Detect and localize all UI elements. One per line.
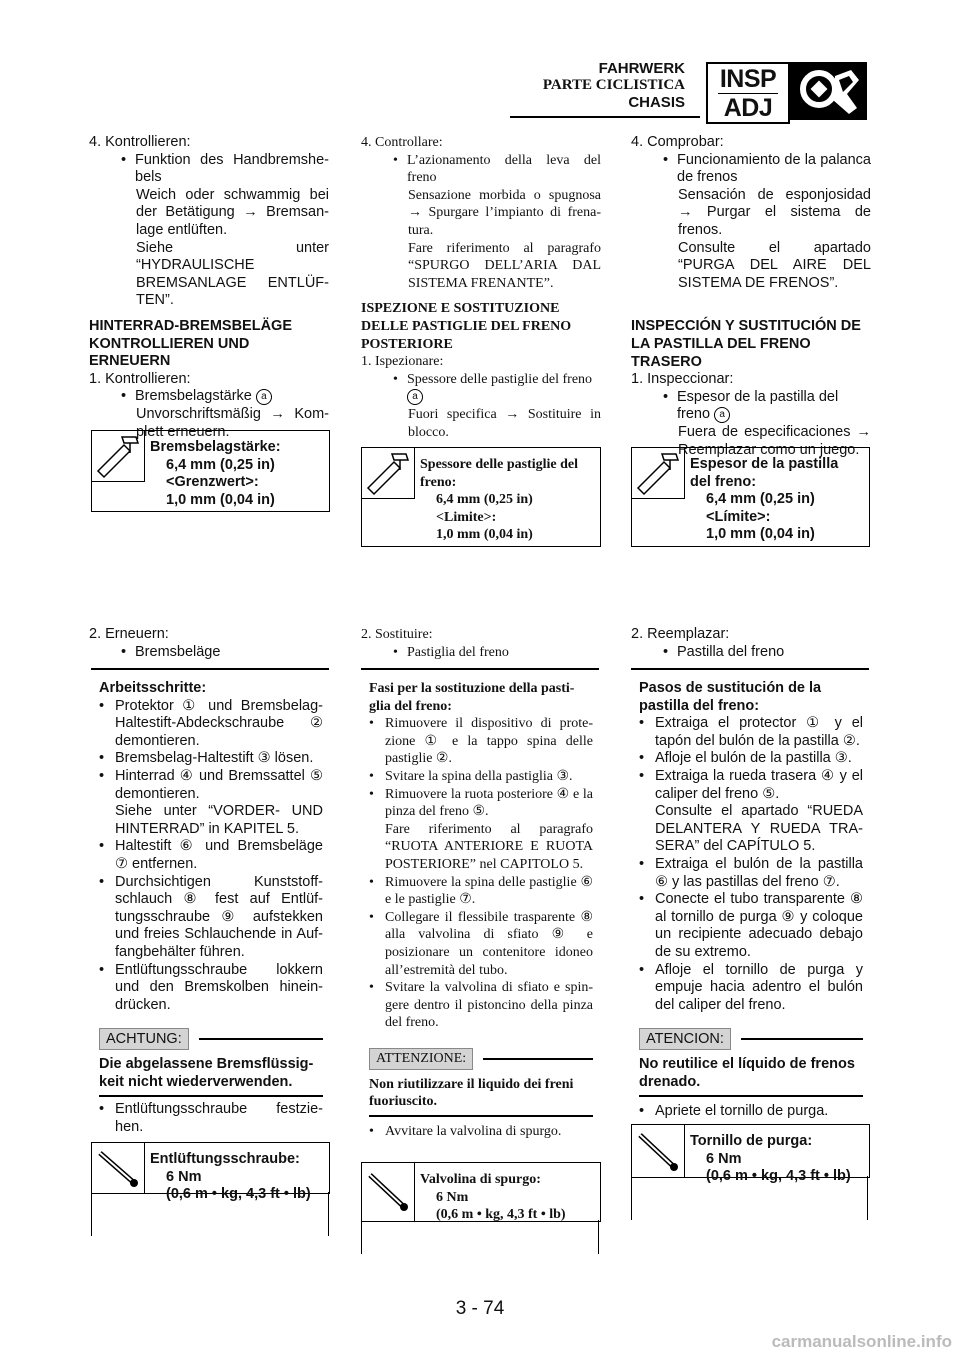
de-step-d: • Haltestift ⑥ und Bremsbeläge ⑦ entfernen. — [99, 838, 323, 873]
es-step-f: • Afloje el tornillo de purga y empuje hacia adentro el bulón del caliper del freno. — [639, 962, 863, 1015]
de-step1-title: 1. Kontrollieren: — [89, 370, 191, 387]
badge-top: INSP — [719, 65, 777, 93]
de-step1-bullet: • Bremsbelagstärke a — [89, 388, 329, 406]
column-spanish-2 — [631, 626, 871, 661]
it-step4-title: 4. Controllare: — [361, 135, 443, 150]
de-step-b: • Bremsbelag-Haltestift ③ lösen. — [99, 750, 323, 768]
de-procedure-box — [91, 668, 329, 1137]
it-caution-label: ATTENZIONE: — [369, 1048, 473, 1070]
de-step-c-ref: Siehe unter “VORDER- UND HINTERRAD” in KAPITEL 5. — [115, 803, 323, 837]
es-step-e: • Conecte el tubo transparente ⑧ al tornillo de purga ⑨ y coloque un recipiente adecuado debajo de su extremo. — [639, 891, 863, 961]
es-spec1-limit: 1,0 mm (0,04 in) — [706, 526, 815, 542]
de-step4-line2: Siehe unter “HYDRAULISCHE BREMSANLAGE ENTLÜF-TEN”. — [136, 239, 329, 309]
it-step-b: • Svitare la spina della pastiglia ③. — [369, 768, 593, 786]
it-step-g: • Avvitare la valvolina di spurgo. — [369, 1123, 593, 1141]
es-spec-box-pad — [631, 447, 870, 547]
it-heading-1: ISPEZIONE E SOSTITUZIONE — [361, 301, 560, 317]
de-heading-1: HINTERRAD-BREMSBELÄGE — [89, 317, 292, 334]
it-step-f: • Svitare la valvolina di sfiato e spin-gere dentro il pistoncino della pinza del freno. — [369, 979, 593, 1032]
label-a: a — [256, 389, 272, 405]
es-step4-line2: Consulte el apartado “PURGA DEL AIRE DEL SISTEMA DE FRENOS”. — [678, 239, 871, 291]
column-german — [89, 134, 329, 441]
es-step2-bullet: • Pastilla del freno — [631, 644, 871, 662]
de-step-f: • Entlüftungsschraube lokkern und den Bremskolben hinein-drücken. — [99, 962, 323, 1015]
page-number: 3 - 74 — [455, 1298, 505, 1319]
es-step1-bullet: • Espesor de la pastilla del freno a — [631, 389, 871, 424]
es-heading-2: LA PASTILLA DEL FRENO — [631, 335, 811, 352]
caliper-icon — [92, 431, 145, 482]
caliper-icon — [632, 448, 685, 499]
it-procedure-box — [361, 668, 599, 1141]
es-heading-3: TRASERO — [631, 353, 702, 370]
de-spec1-title: Bremsbelagstärke: — [150, 439, 281, 455]
it-step2-title: 2. Sostituire: — [361, 627, 433, 642]
de-step4-line1: Weich oder schwammig bei der Betätigung → Bremsan-lage entlüften. — [136, 186, 329, 238]
it-spec-box-pad — [361, 447, 601, 547]
it-step-c: • Rimuovere la ruota posteriore ④ e la pinza del freno ⑤. — [369, 786, 593, 821]
it-spec-box-bolt — [361, 1162, 601, 1222]
de-step-e: • Durchsichtigen Kunststoff-schlauch ⑧ fest auf Entlüf-tungsschraube ⑨ aufstekken und freies Schlauchende in Auf-fangbehälter führen. — [99, 874, 323, 962]
it-step-a: • Rimuovere il dispositivo di prote-zione ① e la tappo spina delle pastiglie ②. — [369, 715, 593, 768]
es-step-c-ref: Consulte el apartado “RUEDA DELANTERA Y RUEDA TRA-SERA” del CAPÍTULO 5. — [655, 803, 863, 855]
de-spec1-limit: 1,0 mm (0,04 in) — [166, 491, 275, 508]
de-heading-3: ERNEUERN — [89, 353, 171, 370]
de-step4-title: 4. Kontrollieren: — [89, 134, 191, 150]
it-step2-bullet: • Pastiglia del freno — [361, 644, 601, 662]
insp-adj-badge — [706, 62, 790, 124]
es-step4-bullet: • Funcionamiento de la palanca de frenos — [631, 152, 871, 187]
it-spec2-title: Valvolina di spurgo: — [420, 1172, 541, 1187]
it-step4-line1: Sensazione morbida o spugnosa → Spurgare l’impianto di frena-tura. — [408, 187, 601, 238]
es-steps-title: Pasos de sustitución de la pastilla del freno: — [639, 680, 822, 714]
de-heading-2: KONTROLLIEREN UND — [89, 335, 250, 352]
it-heading-3: POSTERIORE — [361, 336, 453, 352]
it-spec1-limit-label: <Limite>: — [436, 509, 497, 525]
it-spec1-title: Spessore delle pastiglie del freno: — [420, 457, 579, 490]
es-step-d: • Extraiga el bulón de la pastilla ⑥ y las pastillas del freno ⑦. — [639, 856, 863, 891]
es-spec2-value: 6 Nm — [706, 1150, 742, 1167]
es-step-c: • Extraiga la rueda trasera ④ y el caliper del freno ⑤. — [639, 768, 863, 803]
header-line-es: CHASIS — [628, 94, 685, 111]
es-spec1-limit-label: <Límite>: — [706, 508, 771, 525]
de-steps-title: Arbeitsschritte: — [99, 680, 207, 696]
de-spec1-limit-label: <Grenzwert>: — [166, 474, 259, 490]
es-spec2-value-alt: (0,6 m • kg, 4,3 ft • lb) — [706, 1168, 851, 1184]
label-a: a — [407, 389, 423, 405]
it-spec2-value: 6 Nm — [436, 1189, 469, 1205]
de-spec1-value: 6,4 mm (0,25 in) — [166, 456, 275, 473]
it-steps-title: Fasi per la sostituzione della pasti-glia del freno: — [369, 681, 575, 714]
torque-wrench-icon — [632, 1125, 685, 1177]
it-heading-2: DELLE PASTIGLIE DEL FRENO — [361, 318, 572, 334]
de-step-c: • Hinterrad ④ und Bremssattel ⑤ demontieren. — [99, 768, 323, 803]
label-a: a — [714, 407, 730, 423]
de-spec-box-pad — [91, 430, 330, 512]
es-step4-line1: Sensación de esponjosidad → Purgar el sistema de frenos. — [678, 186, 871, 238]
wrench-icon — [789, 62, 867, 120]
badge-bottom: ADJ — [723, 94, 773, 122]
column-spanish — [631, 134, 871, 459]
de-step-g: • Entlüftungsschraube festzie-hen. — [99, 1101, 323, 1136]
es-spec1-value: 6,4 mm (0,25 in) — [706, 491, 815, 507]
column-italian — [361, 134, 601, 441]
header-rule — [510, 116, 700, 118]
es-step2-title: 2. Reemplazar: — [631, 626, 730, 642]
de-step2-bullet: • Bremsbeläge — [89, 644, 329, 662]
it-step1-bullet: • Spessore delle pastiglie del freno a — [361, 371, 601, 406]
es-procedure-box — [631, 668, 869, 1121]
it-spec2-value-alt: (0,6 m • kg, 4,3 ft • lb) — [436, 1207, 566, 1222]
caliper-icon — [362, 448, 415, 499]
de-spec2-value-alt: (0,6 m • kg, 4,3 ft • lb) — [166, 1186, 311, 1202]
es-caution-text: No reutilice el líquido de frenos drenado. — [639, 1056, 855, 1090]
it-spec1-limit: 1,0 mm (0,04 in) — [436, 527, 533, 542]
es-caution-label: ATENCION: — [639, 1028, 731, 1050]
it-step1-title: 1. Ispezionare: — [361, 354, 444, 370]
it-step-c-ref: Fare riferimento al paragrafo “RUOTA ANTERIORE E RUOTA POSTERIORE” nel CAPITOLO 5. — [385, 821, 593, 872]
watermark: carmanualsonline.info — [771, 1332, 952, 1351]
it-step4-line2: Fare riferimento al paragrafo “SPURGO DELL’ARIA DAL SISTEMA FRENANTE”. — [408, 240, 601, 291]
es-spec1-title: Espesor de la pastilla del freno: — [690, 456, 839, 490]
de-caution-text: Die abgelassene Bremsflüssig-keit nicht wiederverwenden. — [99, 1056, 314, 1090]
de-caution-label: ACHTUNG: — [99, 1028, 189, 1050]
es-step-b: • Afloje el bulón de la pastilla ③. — [639, 750, 863, 768]
header-line-it: PARTE CICLISTICA — [542, 77, 685, 93]
es-spec2-title: Tornillo de purga: — [690, 1133, 813, 1149]
column-italian-2 — [361, 626, 601, 661]
es-step4-title: 4. Comprobar: — [631, 134, 724, 150]
column-german-2 — [89, 626, 329, 661]
torque-wrench-icon — [362, 1163, 415, 1221]
it-step4-bullet: • L’azionamento della leva del freno — [361, 152, 601, 187]
torque-wrench-icon — [92, 1143, 145, 1193]
es-step-g: • Apriete el tornillo de purga. — [639, 1103, 863, 1121]
de-step-a: • Protektor ① und Bremsbelag-Haltestift-Abdeckschraube ② demontieren. — [99, 698, 323, 751]
header-line-de: FAHRWERK — [598, 60, 685, 77]
de-spec2-title: Entlüftungsschraube: — [150, 1151, 300, 1167]
it-caution-text: Non riutilizzare il liquido dei freni fuoriuscito. — [369, 1076, 574, 1110]
de-spec-box-bolt — [91, 1142, 330, 1202]
it-step1-line1: Fuori specifica → Sostituire in blocco. — [408, 406, 601, 440]
es-spec-box-bolt — [631, 1124, 870, 1184]
de-step1-line1: Unvorschriftsmäßig → Kom-plett erneuern. — [136, 405, 329, 440]
es-step1-title: 1. Inspeccionar: — [631, 371, 734, 388]
section-header — [543, 60, 685, 111]
es-step-a: • Extraiga el protector ① y el tapón del bulón de la pastilla ②. — [639, 715, 863, 750]
de-step2-title: 2. Erneuern: — [89, 626, 169, 642]
de-step4-bullet: • Funktion des Handbremshe-bels — [89, 152, 329, 187]
it-step-d: • Rimuovere la spina delle pastiglie ⑥ e le pastiglie ⑦. — [369, 874, 593, 909]
es-heading-1: INSPECCIÓN Y SUSTITUCIÓN DE — [631, 318, 861, 335]
it-step-e: • Collegare il flessibile trasparente ⑧ alla valvolina di sfiato ⑨ e posizionare un contenitore idoneo all’estremità del tubo. — [369, 909, 593, 979]
es-step1-line1: Fuera de especificaciones → Reemplazar como un juego. — [678, 423, 871, 458]
it-spec1-value: 6,4 mm (0,25 in) — [436, 492, 533, 507]
de-spec2-value: 6 Nm — [166, 1168, 202, 1185]
